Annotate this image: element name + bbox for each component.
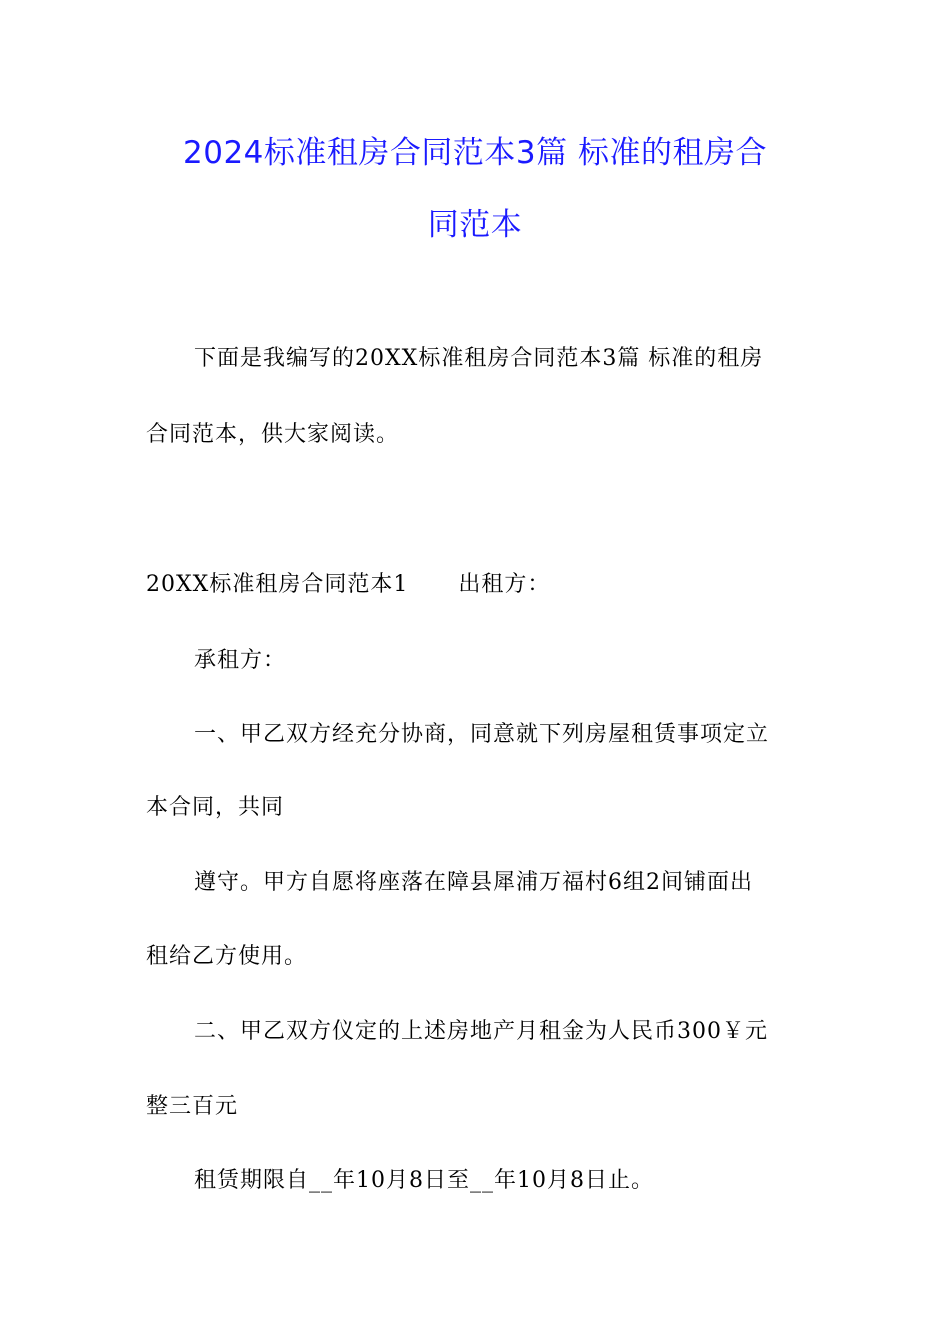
lessee-label: 承租方：	[194, 648, 287, 673]
clause-1-line-2: 本合同，共同	[146, 795, 285, 820]
clause-1-line-1: 一、甲乙双方经充分协商，同意就下列房屋租赁事项定立	[194, 722, 770, 747]
clause-1-line-4: 租给乙方使用。	[146, 944, 308, 969]
lease-term-line: 租赁期限自__年10月8日至__年10月8日止。	[194, 1168, 654, 1193]
document-title-line-1: 2024标准租房合同范本3篇 标准的租房合	[183, 135, 767, 171]
clause-2-line-2: 整三百元	[146, 1094, 239, 1119]
lessor-label: 出租方：	[458, 572, 551, 597]
clause-1-line-3: 遵守。甲方自愿将座落在障县犀浦万福村6组2间铺面出	[194, 870, 753, 895]
clause-2-line-1: 二、甲乙双方仪定的上述房地产月租金为人民币300￥元	[194, 1019, 768, 1044]
section-heading: 20XX标准租房合同范本1	[146, 572, 409, 597]
intro-line-1: 下面是我编写的20XX标准租房合同范本3篇 标准的租房	[194, 346, 764, 371]
document-title-line-2: 同范本	[427, 207, 523, 243]
intro-line-2: 合同范本，供大家阅读。	[146, 422, 400, 447]
section-heading-row	[146, 570, 550, 600]
